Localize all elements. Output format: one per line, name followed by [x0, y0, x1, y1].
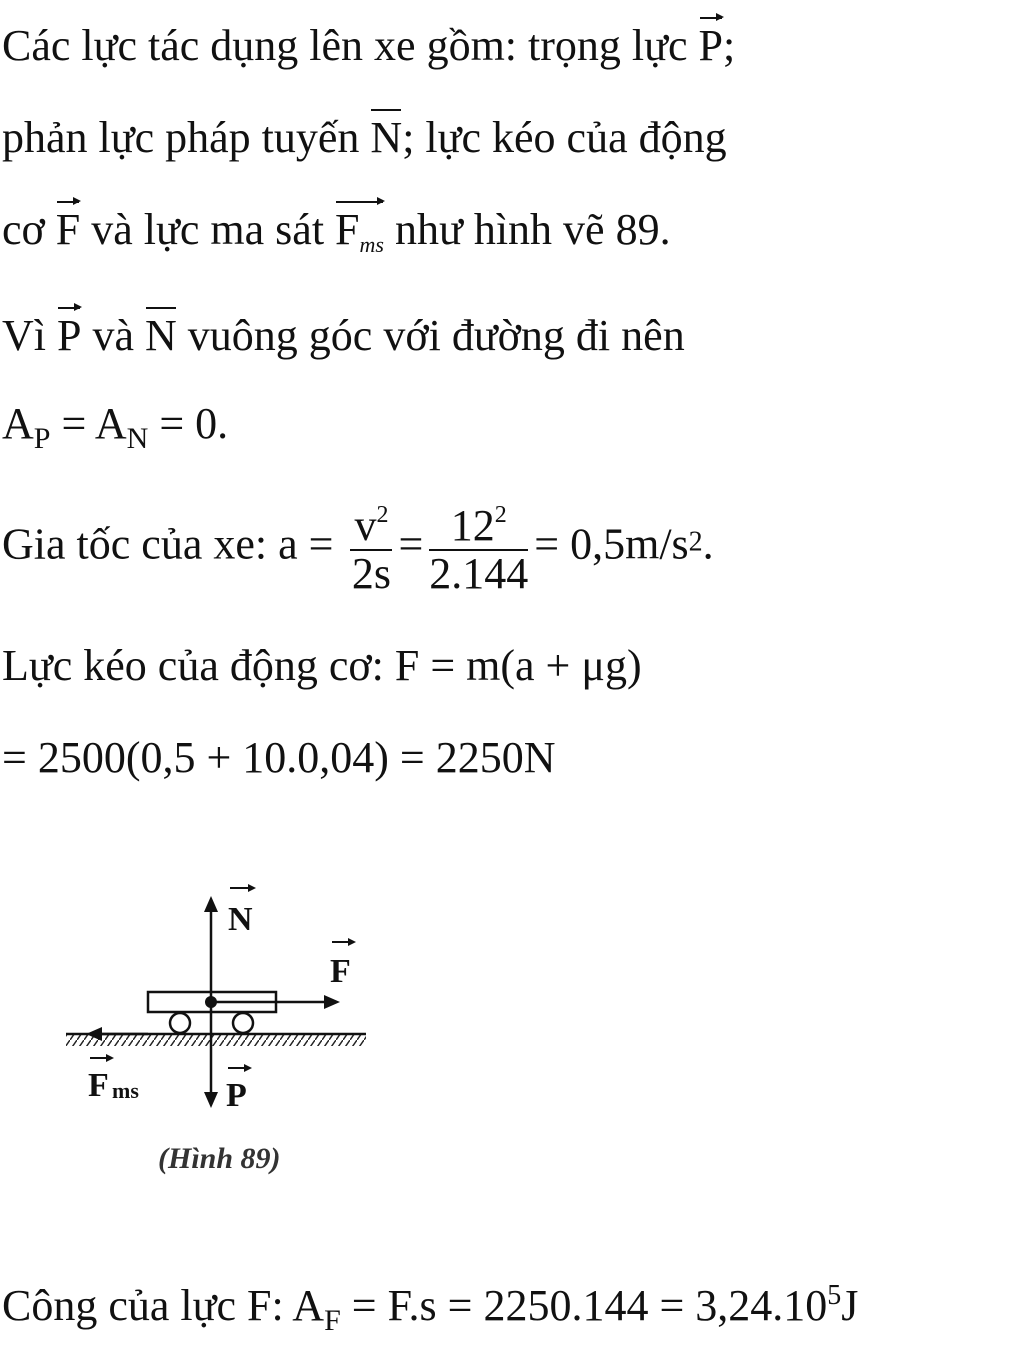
vector-N: N — [370, 106, 402, 164]
line-engine-force: Lực kéo của động cơ: F = m(a + μg) — [2, 641, 642, 690]
line-forces-list: Các lực tác dụng lên xe gồm: trọng lực P; — [2, 14, 735, 72]
cart-wheel-left — [170, 1013, 190, 1033]
arrow-P-head — [204, 1092, 218, 1108]
label-Fms: F — [88, 1067, 109, 1104]
vector-Fms: Fms — [335, 198, 384, 271]
line-engine-friction: cơ F và lực ma sát Fms như hình vẽ 89. — [2, 198, 671, 271]
line-normal-force: phản lực pháp tuyến N; lực kéo của động — [2, 106, 727, 164]
figure-caption: (Hình 89) — [158, 1142, 281, 1175]
ground-hatch — [66, 1034, 366, 1046]
label-F: F — [330, 953, 351, 990]
figure-89 — [0, 860, 420, 1190]
line-perpendicular: Vì P và N vuông góc với đường đi nên — [2, 304, 685, 362]
label-P: P — [226, 1077, 247, 1114]
line-work-F: Công của lực F: $A_F = F.s = 2250.144 = 3,24.10^5J$ — [2, 1280, 859, 1337]
cart-wheel-right — [233, 1013, 253, 1033]
vector-P-2: P — [57, 304, 81, 362]
label-N: N — [228, 901, 253, 938]
fraction-12-2-144: $\frac{12^2}{2.144}$ — [429, 492, 528, 597]
arrow-N-head — [204, 896, 218, 912]
fraction-v2-2s: $\frac{v^2}{2s}$ — [350, 492, 392, 597]
line-engine-force-value: = 2500(0,5 + 10.0,04) = 2250N — [2, 733, 556, 782]
vector-N-2: N — [145, 304, 177, 362]
line-acceleration: Gia tốc của xe: a = $\frac{v^2}{2s}$ = $\frac{12^2}{2.144}$ = 0,5m/s2. — [2, 492, 714, 597]
line-work-zero: $A_P = A_N = 0$. — [2, 399, 229, 455]
center-of-mass-dot — [205, 996, 217, 1008]
label-Fms-sub: ms — [112, 1078, 139, 1103]
arrow-F-head — [324, 995, 340, 1009]
vector-F: F — [56, 198, 80, 256]
vector-P: P — [699, 14, 723, 72]
